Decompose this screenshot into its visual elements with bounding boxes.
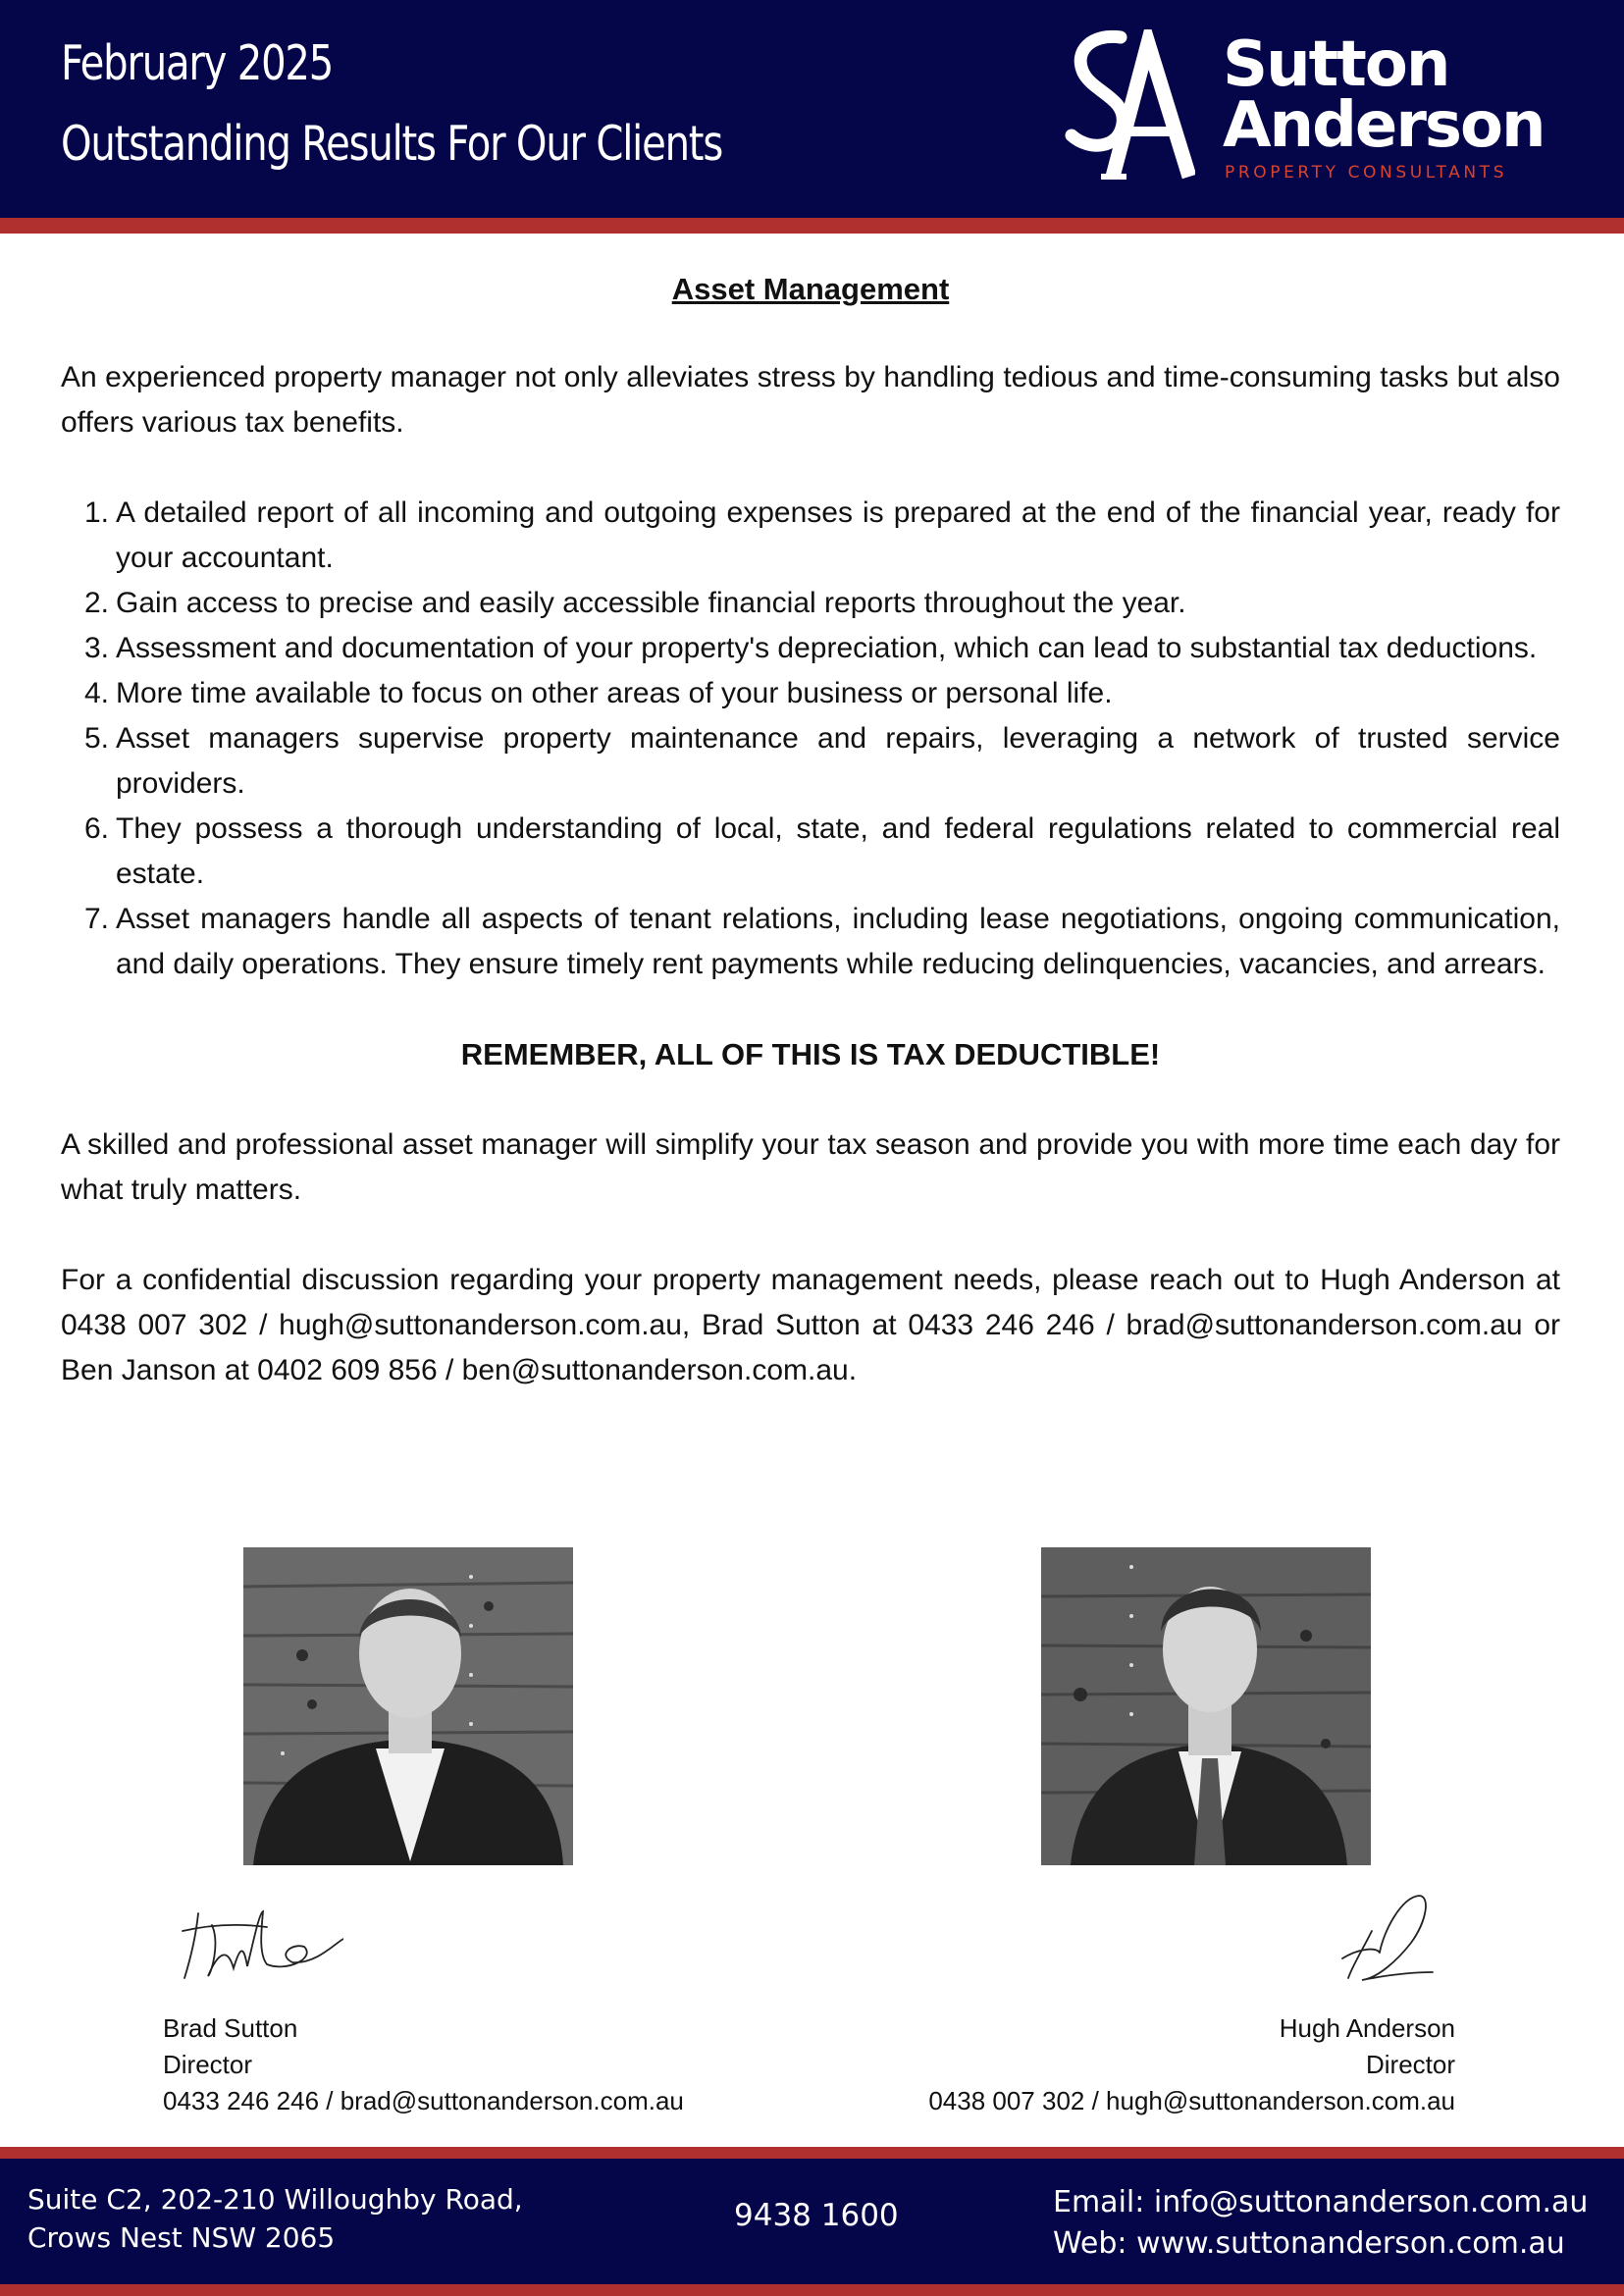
footer-contact xyxy=(1053,2182,1588,2265)
list-item xyxy=(61,716,1560,807)
hugh-anderson-signature xyxy=(1333,1892,1435,1984)
list-item-number: 5. xyxy=(84,722,110,755)
article-body xyxy=(61,267,1560,1393)
list-item xyxy=(61,671,1560,716)
list-item xyxy=(61,491,1560,581)
brad-sutton-photo xyxy=(243,1547,573,1865)
hugh-anderson-photo xyxy=(1041,1547,1371,1865)
logo-name-line2: Anderson xyxy=(1223,89,1545,162)
list-item-text: Asset managers handle all aspects of tenant relations, including lease negotiations, ongoing communication, and daily operations. They ensure timely rent payments while reducing delinquencies, vacancies, and arrears. xyxy=(116,903,1560,980)
footer-bottom-stripe xyxy=(0,2284,1624,2296)
contact-paragraph: For a confidential discussion regarding your property management needs, please reach out to Hugh Anderson at 0438 007 302 / hugh@suttonanderson.com.au, Brad Sutton at 0433 246 246 / brad@suttonanderson.com.au or Ben Janson at 0402 609 856 / ben@suttonanderson.com.au. xyxy=(61,1264,1560,1386)
summary-paragraph: A skilled and professional asset manager will simplify your tax season and provide you with more time each day for what truly matters. xyxy=(61,1128,1560,1206)
footer-address xyxy=(27,2180,523,2257)
address-line2: Crows Nest NSW 2065 xyxy=(27,2221,336,2254)
list-item-number: 3. xyxy=(84,632,110,664)
person-name: Hugh Anderson xyxy=(1279,2013,1455,2043)
person-name: Brad Sutton xyxy=(163,2013,298,2043)
footer-phone: 9438 1600 xyxy=(734,2198,899,2233)
address-line1: Suite C2, 202-210 Willoughby Road, xyxy=(27,2183,523,2216)
footer-bar xyxy=(0,2159,1624,2284)
footer-email: Email: info@suttonanderson.com.au xyxy=(1053,2185,1589,2219)
logo-tagline: PROPERTY CONSULTANTS xyxy=(1225,163,1508,183)
list-item-text: A detailed report of all incoming and outgoing expenses is prepared at the end of the financial year, ready for your accountant. xyxy=(116,496,1560,574)
section-heading: Asset Management xyxy=(671,272,950,306)
hugh-anderson-details xyxy=(883,2010,1455,2119)
person-contact: 0438 007 302 / hugh@suttonanderson.com.au xyxy=(928,2086,1455,2115)
brad-sutton-details xyxy=(163,2010,684,2119)
newsletter-date: February 2025 xyxy=(61,35,334,91)
header-divider-stripe xyxy=(0,218,1624,234)
list-item-text: Gain access to precise and easily accessible financial reports throughout the year. xyxy=(116,587,1186,619)
list-item xyxy=(61,626,1560,671)
portrait-image xyxy=(243,1547,573,1865)
benefits-list xyxy=(61,491,1560,987)
list-item-number: 4. xyxy=(84,677,110,709)
person-contact: 0433 246 246 / brad@suttonanderson.com.au xyxy=(163,2086,684,2115)
footer-top-stripe xyxy=(0,2147,1624,2159)
list-item-number: 6. xyxy=(84,812,110,845)
list-item xyxy=(61,581,1560,626)
sa-monogram-logo xyxy=(1058,29,1195,186)
tax-deductible-callout: REMEMBER, ALL OF THIS IS TAX DEDUCTIBLE! xyxy=(460,1037,1161,1071)
brad-sutton-signature xyxy=(169,1904,343,1982)
person-title: Director xyxy=(163,2050,253,2079)
footer-web: Web: www.suttonanderson.com.au xyxy=(1053,2226,1565,2261)
list-item xyxy=(61,897,1560,987)
list-item-number: 1. xyxy=(84,496,110,529)
newsletter-headline: Outstanding Results For Our Clients xyxy=(61,116,723,172)
list-item-text: Assessment and documentation of your property's depreciation, which can lead to substantial tax deductions. xyxy=(116,632,1538,664)
list-item-number: 2. xyxy=(84,587,110,619)
list-item-text: Asset managers supervise property maintenance and repairs, leveraging a network of trusted service providers. xyxy=(116,722,1560,800)
list-item-text: More time available to focus on other areas of your business or personal life. xyxy=(116,677,1113,709)
list-item-number: 7. xyxy=(84,903,110,935)
portrait-image xyxy=(1041,1547,1371,1865)
logo-name-line1: Sutton xyxy=(1223,28,1449,101)
list-item-text: They possess a thorough understanding of local, state, and federal regulations related to commercial real estate. xyxy=(116,812,1560,890)
list-item xyxy=(61,807,1560,897)
company-logo xyxy=(1058,29,1548,186)
header-banner xyxy=(0,0,1624,218)
person-title: Director xyxy=(1365,2050,1455,2079)
intro-paragraph: An experienced property manager not only alleviates stress by handling tedious and time-consuming tasks but also offers various tax benefits. xyxy=(61,361,1560,439)
